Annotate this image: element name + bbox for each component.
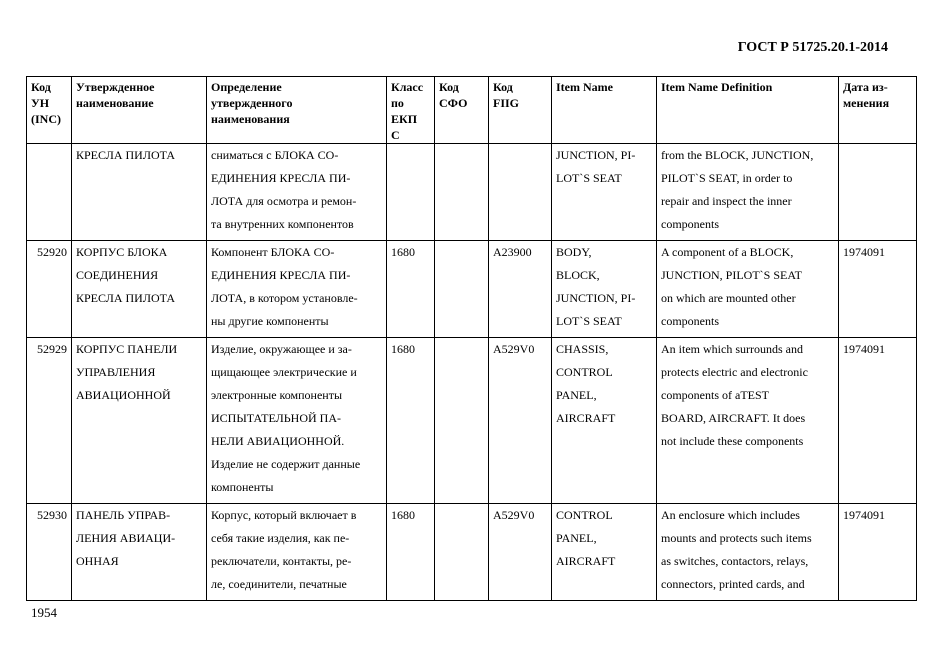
header-line: Код xyxy=(439,80,459,94)
cell-change-date: 1974091 xyxy=(839,338,917,504)
header-change-date xyxy=(839,77,917,144)
table-row xyxy=(27,338,917,504)
header-line: Item Name xyxy=(556,80,613,94)
cell-line: Изделие не содержит данные xyxy=(211,457,361,471)
header-line: (INC) xyxy=(31,112,61,126)
cell-line: КРЕСЛА ПИЛОТА xyxy=(76,148,176,162)
cell-definition xyxy=(207,338,387,504)
cell-line: ПАНЕЛЬ УПРАВ- xyxy=(76,508,171,522)
header-item-name xyxy=(552,77,657,144)
cell-approved-name xyxy=(72,504,207,601)
cell-sfo xyxy=(435,144,489,241)
cell-line: CONTROL xyxy=(556,365,613,379)
cell-line: AIRCRAFT xyxy=(556,411,616,425)
header-line: Item Name Definition xyxy=(661,80,773,94)
header-sfo xyxy=(435,77,489,144)
cell-class xyxy=(387,144,435,241)
cell-definition xyxy=(207,241,387,338)
cell-line: СОЕДИНЕНИЯ xyxy=(76,268,159,282)
cell-line: as switches, contactors, relays, xyxy=(661,554,809,568)
cell-line: BLOCK, xyxy=(556,268,600,282)
cell-definition xyxy=(207,144,387,241)
header-row xyxy=(27,77,917,144)
cell-change-date: 1974091 xyxy=(839,504,917,601)
header-class xyxy=(387,77,435,144)
cell-line: ЛОТА, в котором установле- xyxy=(211,291,358,305)
cell-item-definition xyxy=(657,241,839,338)
cell-fiig: A529V0 xyxy=(489,338,552,504)
document-standard-number: ГОСТ Р 51725.20.1-2014 xyxy=(737,40,888,55)
header-approved-name xyxy=(72,77,207,144)
header-line: Определение xyxy=(211,80,282,94)
cell-line: себя такие изделия, как пе- xyxy=(211,531,350,545)
cell-item-name xyxy=(552,504,657,601)
cell-change-date: 1974091 xyxy=(839,241,917,338)
cell-item-name xyxy=(552,144,657,241)
cell-fiig: A529V0 xyxy=(489,504,552,601)
cell-line: PANEL, xyxy=(556,531,597,545)
header-line: Утвержденное xyxy=(76,80,155,94)
cell-line: components of aTEST xyxy=(661,388,769,402)
cell-line: An enclosure which includes xyxy=(661,508,800,522)
cell-fiig xyxy=(489,144,552,241)
cell-line: электронные компоненты xyxy=(211,388,343,402)
cell-line: JUNCTION, PI- xyxy=(556,291,636,305)
cell-line: ЛЕНИЯ АВИАЦИ- xyxy=(76,531,176,545)
table-body xyxy=(27,144,917,601)
cell-line: ИСПЫТАТЕЛЬНОЙ ПА- xyxy=(211,411,342,425)
cell-line: та внутренних компонентов xyxy=(211,217,354,231)
cell-class: 1680 xyxy=(387,241,435,338)
cell-line: components xyxy=(661,217,719,231)
cell-line: repair and inspect the inner xyxy=(661,194,792,208)
cell-inc: 52930 xyxy=(27,504,72,601)
header-line: Код xyxy=(493,80,513,94)
page-number: 1954 xyxy=(31,605,57,620)
header-line: наименование xyxy=(76,96,154,110)
cell-sfo xyxy=(435,504,489,601)
cell-line: A component of a BLOCK, xyxy=(661,245,794,259)
header-inc xyxy=(27,77,72,144)
header-line: СФО xyxy=(439,96,468,110)
header-definition xyxy=(207,77,387,144)
header-line: менения xyxy=(843,96,890,110)
header-line: ЕКП xyxy=(391,112,418,126)
cell-inc: 52920 xyxy=(27,241,72,338)
cell-line: protects electric and electronic xyxy=(661,365,808,379)
cell-line: ЕДИНЕНИЯ КРЕСЛА ПИ- xyxy=(211,171,351,185)
header-line: Дата из- xyxy=(843,80,888,94)
cell-line: LOT`S SEAT xyxy=(556,314,622,328)
cell-line: PILOT`S SEAT, in order to xyxy=(661,171,793,185)
cell-line: ЛОТА для осмотра и ремон- xyxy=(211,194,357,208)
cell-line: PANEL, xyxy=(556,388,597,402)
cell-item-name xyxy=(552,241,657,338)
cell-line: КРЕСЛА ПИЛОТА xyxy=(76,291,176,305)
cell-line: реключатели, контакты, ре- xyxy=(211,554,352,568)
header-line: Код xyxy=(31,80,51,94)
header-line: утвержденного xyxy=(211,96,293,110)
cell-inc xyxy=(27,144,72,241)
cell-line: сниматься с БЛОКА СО- xyxy=(211,148,339,162)
cell-sfo xyxy=(435,338,489,504)
cell-class: 1680 xyxy=(387,504,435,601)
cell-line: connectors, printed cards, and xyxy=(661,577,805,591)
header-line: С xyxy=(391,128,400,142)
classification-table xyxy=(26,76,917,601)
cell-sfo xyxy=(435,241,489,338)
cell-line: КОРПУС БЛОКА xyxy=(76,245,168,259)
header-line: FIIG xyxy=(493,96,520,110)
cell-line: from the BLOCK, JUNCTION, xyxy=(661,148,814,162)
cell-line: JUNCTION, PILOT`S SEAT xyxy=(661,268,802,282)
header-line: Класс xyxy=(391,80,424,94)
cell-definition xyxy=(207,504,387,601)
cell-change-date xyxy=(839,144,917,241)
cell-line: Изделие, окружающее и за- xyxy=(211,342,352,356)
table-header xyxy=(27,77,917,144)
cell-line: АВИАЦИОННОЙ xyxy=(76,388,171,402)
cell-line: CONTROL xyxy=(556,508,613,522)
cell-line: КОРПУС ПАНЕЛИ xyxy=(76,342,178,356)
cell-line: BODY, xyxy=(556,245,592,259)
cell-fiig: A23900 xyxy=(489,241,552,338)
cell-line: LOT`S SEAT xyxy=(556,171,622,185)
cell-inc: 52929 xyxy=(27,338,72,504)
cell-line: components xyxy=(661,314,719,328)
cell-line: not include these components xyxy=(661,434,804,448)
cell-line: on which are mounted other xyxy=(661,291,796,305)
cell-line: An item which surrounds and xyxy=(661,342,803,356)
cell-item-definition xyxy=(657,504,839,601)
cell-line: BOARD, AIRCRAFT. It does xyxy=(661,411,806,425)
cell-approved-name xyxy=(72,144,207,241)
cell-line: щищающее электрические и xyxy=(211,365,357,379)
cell-approved-name xyxy=(72,241,207,338)
cell-line: JUNCTION, PI- xyxy=(556,148,636,162)
cell-line: УПРАВЛЕНИЯ xyxy=(76,365,156,379)
cell-line: ОННАЯ xyxy=(76,554,119,568)
table-row xyxy=(27,144,917,241)
cell-line: компоненты xyxy=(211,480,274,494)
header-line: УН xyxy=(31,96,50,110)
cell-line: AIRCRAFT xyxy=(556,554,616,568)
cell-line: mounts and protects such items xyxy=(661,531,812,545)
cell-line: CHASSIS, xyxy=(556,342,609,356)
header-item-definition xyxy=(657,77,839,144)
cell-line: ны другие компоненты xyxy=(211,314,329,328)
cell-line: ЕДИНЕНИЯ КРЕСЛА ПИ- xyxy=(211,268,351,282)
cell-item-definition xyxy=(657,338,839,504)
cell-class: 1680 xyxy=(387,338,435,504)
table-row xyxy=(27,504,917,601)
cell-item-name xyxy=(552,338,657,504)
cell-approved-name xyxy=(72,338,207,504)
header-line: по xyxy=(391,96,404,110)
header-fiig xyxy=(489,77,552,144)
cell-line: ле, соединители, печатные xyxy=(211,577,347,591)
header-line: наименования xyxy=(211,112,290,126)
cell-line: Компонент БЛОКА СО- xyxy=(211,245,335,259)
cell-line: Корпус, который включает в xyxy=(211,508,357,522)
table-row xyxy=(27,241,917,338)
cell-line: НЕЛИ АВИАЦИОННОЙ. xyxy=(211,434,345,448)
cell-item-definition xyxy=(657,144,839,241)
